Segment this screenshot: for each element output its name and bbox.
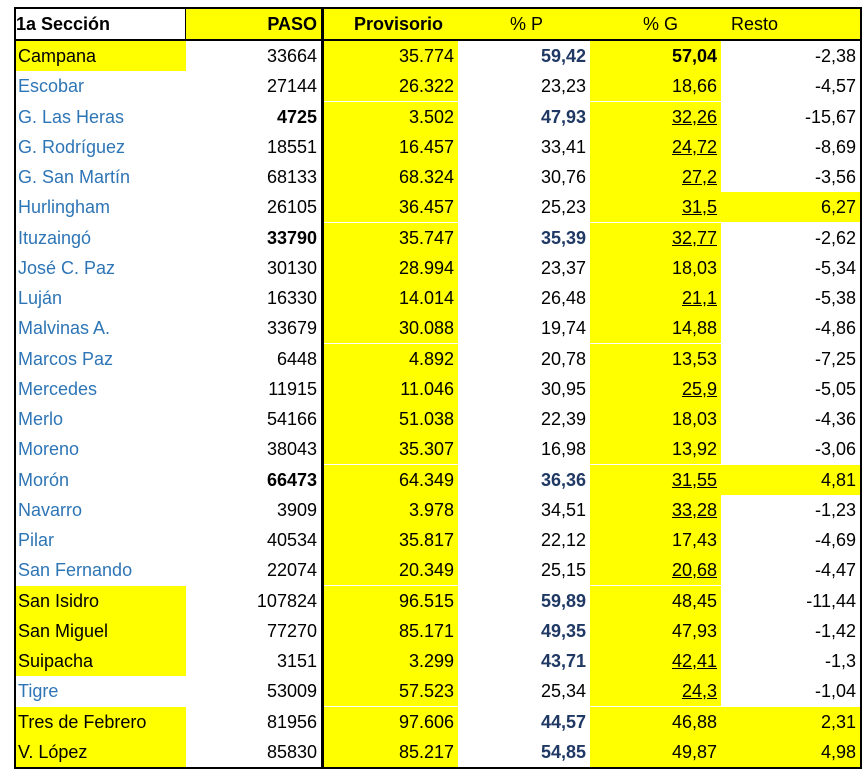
row-name: Pilar <box>18 530 55 550</box>
row-pct-p: 30,95 <box>540 378 586 399</box>
row-paso: 38043 <box>266 439 317 460</box>
row-provisorio: 35.817 <box>324 525 458 555</box>
row-pct-g: 14,88 <box>590 313 721 343</box>
header-paso: PASO <box>186 9 321 39</box>
row-pct-p: 26,48 <box>540 288 586 308</box>
frame-header-bottom <box>14 39 862 41</box>
row-pct-p: 33,41 <box>540 136 586 157</box>
row-pct-p: 36,36 <box>540 469 586 490</box>
row-resto: -5,38 <box>814 288 856 308</box>
row-pct-g: 13,92 <box>590 434 721 464</box>
row-pct-p: 20,78 <box>540 348 586 369</box>
row-resto: -4,57 <box>814 76 856 97</box>
row-provisorio: 20.349 <box>324 555 458 585</box>
row-pct-p: 59,89 <box>540 590 586 611</box>
row-resto: -7,25 <box>814 348 856 369</box>
row-pct-g: 24,72 <box>590 132 721 162</box>
row-provisorio: 64.349 <box>324 465 458 495</box>
row-resto: -1,23 <box>814 499 856 520</box>
row-paso: 77270 <box>266 620 317 641</box>
row-pct-p: 19,74 <box>540 318 586 339</box>
row-paso: 81956 <box>266 711 317 732</box>
row-name: Mercedes <box>18 378 98 399</box>
row-paso: 66473 <box>266 469 317 490</box>
row-provisorio: 3.299 <box>324 646 458 676</box>
row-name: Navarro <box>18 499 83 520</box>
row-pct-g: 13,53 <box>590 344 721 374</box>
row-pct-g: 47,93 <box>590 616 721 646</box>
row-resto: -1,04 <box>814 681 856 702</box>
row-provisorio: 51.038 <box>324 404 458 434</box>
row-pct-g: 31,55 <box>590 465 721 495</box>
row-name: Tres de Febrero <box>16 707 186 737</box>
row-pct-g: 24,3 <box>590 676 721 706</box>
row-provisorio: 68.324 <box>324 162 458 192</box>
row-pct-g: 18,03 <box>590 404 721 434</box>
row-paso: 3151 <box>276 651 317 671</box>
row-provisorio: 96.515 <box>324 586 458 616</box>
row-pct-p: 54,85 <box>540 741 586 762</box>
row-pct-g: 33,28 <box>590 495 721 525</box>
row-resto: -11,44 <box>806 590 856 611</box>
row-provisorio: 30.088 <box>324 313 458 343</box>
row-name: Escobar <box>18 76 85 97</box>
row-provisorio: 14.014 <box>324 283 458 313</box>
row-paso: 30130 <box>266 257 317 278</box>
row-pct-p: 25,34 <box>540 681 586 702</box>
row-paso: 40534 <box>266 530 317 550</box>
row-name: San Isidro <box>16 586 186 616</box>
row-resto: 4,98 <box>721 737 860 767</box>
row-provisorio: 85.217 <box>324 737 458 767</box>
row-pct-g: 27,2 <box>590 162 721 192</box>
row-paso: 107824 <box>256 590 317 611</box>
row-name: Malvinas A. <box>18 318 111 339</box>
row-paso: 18551 <box>266 136 317 157</box>
row-name: Suipacha <box>16 646 186 676</box>
row-name: Campana <box>16 41 186 71</box>
row-paso: 33664 <box>266 46 317 66</box>
row-pct-p: 22,12 <box>540 530 586 550</box>
row-name: Tigre <box>18 681 59 702</box>
row-provisorio: 26.322 <box>324 71 458 101</box>
row-pct-g: 32,77 <box>590 223 721 253</box>
frame-divider-paso <box>321 7 324 769</box>
row-provisorio: 35.747 <box>324 223 458 253</box>
row-name: Marcos Paz <box>18 348 114 369</box>
frame-left <box>14 7 16 769</box>
row-pct-g: 21,1 <box>590 283 721 313</box>
row-paso: 3909 <box>276 499 317 520</box>
row-pct-p: 16,98 <box>540 439 586 460</box>
row-pct-p: 25,23 <box>540 197 586 218</box>
row-pct-p: 47,93 <box>540 106 586 127</box>
frame-right <box>860 7 862 769</box>
row-resto: 6,27 <box>721 192 860 222</box>
row-name: Hurlingham <box>18 197 111 218</box>
row-pct-g: 32,26 <box>590 102 721 132</box>
row-pct-p: 34,51 <box>540 499 586 520</box>
row-name: Luján <box>18 288 63 308</box>
row-resto: -1,42 <box>814 620 856 641</box>
row-pct-g: 17,43 <box>590 525 721 555</box>
header-pct-p: % P <box>458 9 590 39</box>
row-name: Morón <box>18 469 70 490</box>
row-provisorio: 57.523 <box>324 676 458 706</box>
row-name: Merlo <box>18 409 64 429</box>
row-provisorio: 28.994 <box>324 253 458 283</box>
row-name: G. San Martín <box>18 167 131 187</box>
row-name: San Miguel <box>16 616 186 646</box>
row-resto: -15,67 <box>804 106 856 127</box>
row-provisorio: 35.774 <box>324 41 458 71</box>
header-resto: Resto <box>721 9 860 39</box>
row-pct-p: 59,42 <box>540 46 586 66</box>
row-resto: -3,06 <box>814 439 856 460</box>
row-pct-g: 18,03 <box>590 253 721 283</box>
row-provisorio: 4.892 <box>324 344 458 374</box>
row-paso: 53009 <box>266 681 317 702</box>
row-name: Ituzaingó <box>18 227 92 248</box>
row-provisorio: 35.307 <box>324 434 458 464</box>
row-resto: 4,81 <box>721 465 860 495</box>
row-pct-g: 31,5 <box>590 192 721 222</box>
row-paso: 22074 <box>266 560 317 581</box>
row-resto: -8,69 <box>814 136 856 157</box>
row-provisorio: 16.457 <box>324 132 458 162</box>
row-name: San Fernando <box>18 560 133 581</box>
row-pct-p: 23,37 <box>540 257 586 278</box>
row-pct-g: 42,41 <box>590 646 721 676</box>
frame-top <box>14 7 862 9</box>
row-pct-g: 46,88 <box>590 707 721 737</box>
row-pct-p: 30,76 <box>540 167 586 187</box>
row-name: V. López <box>16 737 186 767</box>
row-resto: -5,34 <box>814 257 856 278</box>
row-resto: 2,31 <box>721 707 860 737</box>
row-paso: 68133 <box>266 167 317 187</box>
row-name: G. Rodríguez <box>18 136 126 157</box>
frame-bottom <box>14 767 862 769</box>
row-provisorio: 97.606 <box>324 707 458 737</box>
row-paso: 54166 <box>266 409 317 429</box>
row-resto: -4,47 <box>814 560 856 581</box>
row-resto: -4,86 <box>814 318 856 339</box>
row-paso: 33790 <box>266 227 317 248</box>
row-paso: 11915 <box>268 378 317 399</box>
row-paso: 26105 <box>266 197 317 218</box>
row-name: Moreno <box>18 439 80 460</box>
row-paso: 33679 <box>266 318 317 339</box>
row-resto: -3,56 <box>814 167 856 187</box>
row-pct-p: 35,39 <box>540 227 586 248</box>
row-resto: -4,69 <box>814 530 856 550</box>
frame-header-divider-name <box>185 7 186 41</box>
row-pct-p: 43,71 <box>540 651 586 671</box>
row-pct-p: 44,57 <box>540 711 586 732</box>
row-pct-g: 57,04 <box>590 41 721 71</box>
row-resto: -2,62 <box>814 227 856 248</box>
row-resto: -5,05 <box>814 378 856 399</box>
row-provisorio: 36.457 <box>324 192 458 222</box>
row-paso: 16330 <box>266 288 317 308</box>
header-provisorio: Provisorio <box>324 9 458 39</box>
row-paso: 85830 <box>266 741 317 762</box>
row-paso: 4725 <box>276 106 317 127</box>
row-paso: 27144 <box>266 76 317 97</box>
row-pct-g: 20,68 <box>590 555 721 585</box>
row-provisorio: 3.978 <box>324 495 458 525</box>
row-resto: -1,3 <box>824 651 856 671</box>
row-pct-p: 23,23 <box>540 76 586 97</box>
header-section: 1a Sección <box>16 14 111 34</box>
row-name: G. Las Heras <box>18 106 125 127</box>
row-pct-p: 25,15 <box>540 560 586 581</box>
row-paso: 6448 <box>276 348 317 369</box>
header-pct-g: % G <box>590 9 721 39</box>
row-provisorio: 11.046 <box>324 374 458 404</box>
row-pct-g: 48,45 <box>590 586 721 616</box>
row-pct-p: 22,39 <box>540 409 586 429</box>
row-pct-g: 25,9 <box>590 374 721 404</box>
row-name: José C. Paz <box>18 257 116 278</box>
row-resto: -2,38 <box>814 46 856 66</box>
row-pct-p: 49,35 <box>540 620 586 641</box>
row-provisorio: 85.171 <box>324 616 458 646</box>
row-resto: -4,36 <box>814 409 856 429</box>
row-pct-g: 18,66 <box>590 71 721 101</box>
row-provisorio: 3.502 <box>324 102 458 132</box>
row-pct-g: 49,87 <box>590 737 721 767</box>
